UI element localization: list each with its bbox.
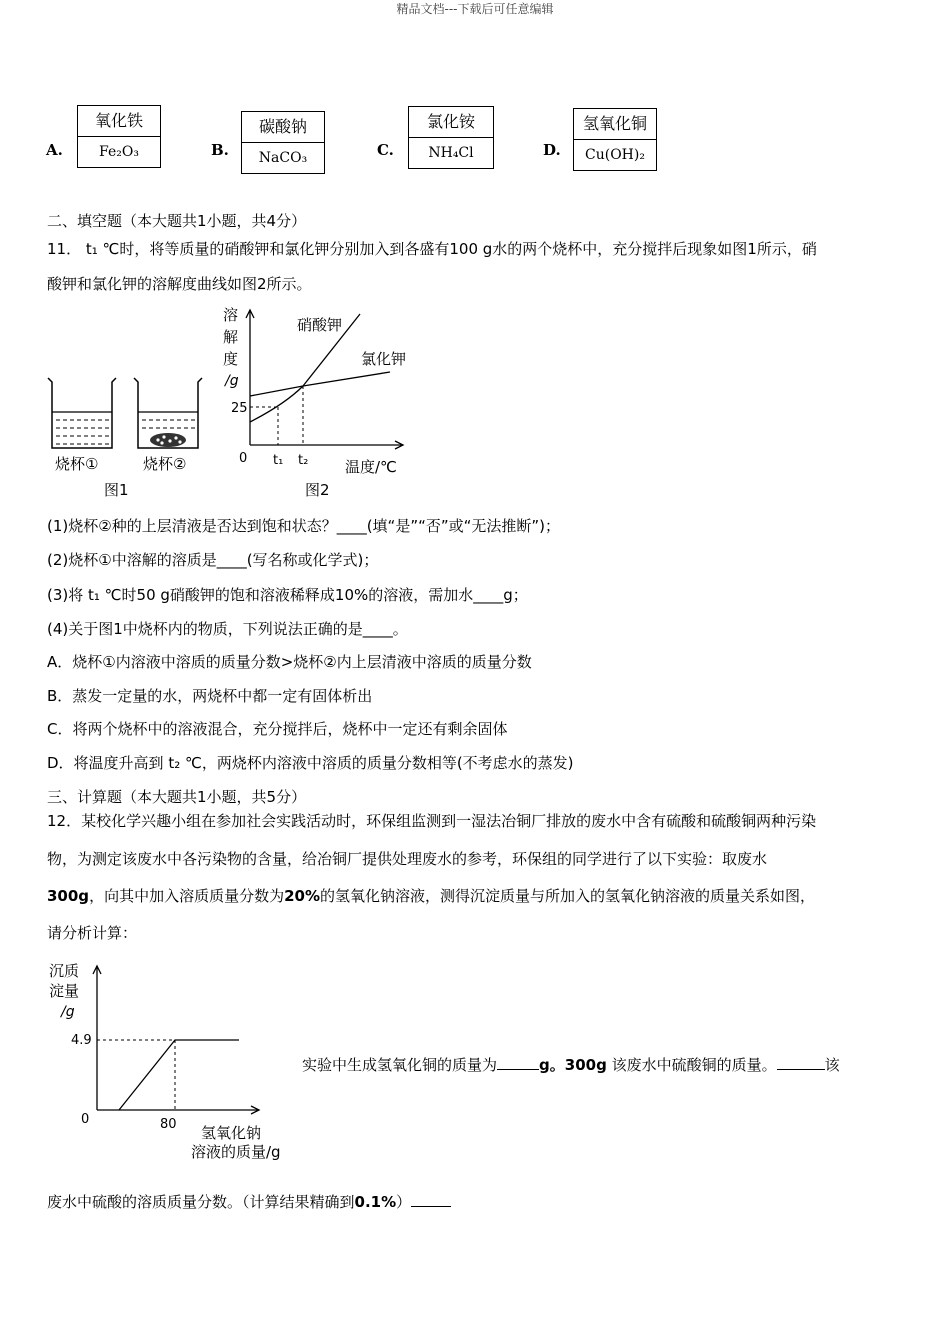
option-c-formula: NH₄Cl — [428, 145, 474, 161]
q11-choice-b: B．蒸发一定量的水，两烧杯中都一定有固体析出 — [47, 687, 373, 705]
fig2-y-tick: 25 — [231, 401, 248, 416]
q12-last-b: 0.1% — [354, 1193, 397, 1211]
q12-ylabel-line1: 沉质 — [49, 962, 80, 980]
q12-line4: 请分析计算： — [47, 924, 138, 942]
option-d-label — [573, 108, 657, 171]
q12-last-a: 废水中硫酸的溶质质量分数。（计算结果精确到 — [47, 1193, 355, 1211]
fig2-ylabel-4: /g — [225, 373, 239, 389]
q12-origin: 0 — [81, 1112, 90, 1127]
option-b-letter: B. — [211, 141, 229, 159]
option-a-label — [77, 105, 161, 168]
q12-line1: 12．某校化学兴趣小组在参加社会实践活动时，环保组监测到一湿法冶铜厂排放的废水中含有硫酸和硫酸铜两种污染 — [47, 812, 817, 830]
q12-xlabel-line2: 溶液的质量/g — [191, 1143, 281, 1161]
section3-title: 三、计算题（本大题共1小题，共5分） — [47, 788, 307, 806]
option-a-letter: A. — [46, 141, 63, 159]
q11-choice-a: A．烧杯①内溶液中溶质的质量分数>烧杯②内上层清液中溶质的质量分数 — [47, 653, 532, 671]
q11-line2: 酸钾和氯化钾的溶解度曲线如图2所示。 — [47, 275, 312, 293]
q12-last-line — [47, 1191, 451, 1212]
q12-line3-percent: 20% — [284, 887, 320, 905]
fig2-xlabel: 温度/℃ — [345, 458, 397, 476]
fig2-x-tick2: t₂ — [298, 453, 309, 468]
q12-side-c: 300g — [564, 1056, 607, 1074]
q12-side-e: 该 — [824, 1056, 840, 1074]
q12-xlabel-line1: 氢氧化钠 — [201, 1124, 262, 1142]
option-c-label — [408, 106, 494, 169]
page-header: 精品文档---下载后可任意编辑 — [396, 2, 554, 16]
option-b-label — [241, 111, 325, 174]
option-c-name: 氯化铵 — [409, 107, 493, 138]
fig2-ylabel-2: 解 — [223, 328, 239, 346]
option-b-formula: NaCO₃ — [258, 150, 308, 166]
option-c-letter: C. — [377, 141, 394, 159]
fig2-x-tick1: t₁ — [273, 453, 284, 468]
option-d-name: 氢氧化铜 — [574, 109, 656, 140]
q12-y-tick: 4.9 — [71, 1033, 92, 1048]
q11-sub2: (2)烧杯①中溶解的溶质是____(写名称或化学式)； — [47, 551, 379, 569]
q12-side-d: 该废水中硫酸铜的质量。 — [606, 1056, 777, 1074]
q12-blank-1 — [497, 1055, 539, 1070]
figure1-beakers — [40, 370, 210, 505]
option-b-name: 碳酸钠 — [242, 112, 324, 143]
q12-precipitate-line — [119, 1040, 239, 1110]
q11-sub1: (1)烧杯②种的上层清液是否达到饱和状态？____(填“是”“否”或“无法推断”)； — [47, 517, 561, 535]
q12-side-b: g。 — [539, 1056, 565, 1074]
option-a-formula: Fe₂O₃ — [99, 144, 139, 160]
q12-line3-mass: 300g — [47, 887, 90, 905]
q12-blank-3 — [411, 1192, 451, 1207]
q12-x-tick: 80 — [160, 1117, 177, 1132]
q11-choice-d: D．将温度升高到 t₂ ℃，两烧杯内溶液中溶质的质量分数相等(不考虑水的蒸发) — [47, 754, 574, 772]
q12-precipitate-chart — [45, 958, 295, 1168]
figure2-caption: 图2 — [305, 481, 330, 499]
q12-line3-text1: ，向其中加入溶质质量分数为 — [89, 887, 285, 905]
beaker2-label: 烧杯② — [143, 455, 187, 473]
option-d-letter: D. — [543, 141, 561, 159]
option-d-formula: Cu(OH)₂ — [585, 147, 645, 163]
beaker1 — [48, 378, 116, 448]
fig2-curve2-label: 氯化钾 — [361, 350, 407, 368]
figure1-caption: 图1 — [104, 481, 129, 499]
fig2-origin: 0 — [239, 451, 248, 466]
q12-line3 — [47, 885, 815, 906]
fig2-ylabel-1: 溶 — [223, 306, 239, 324]
option-a-name: 氧化铁 — [78, 106, 160, 137]
q12-side-text — [302, 1054, 840, 1075]
fig2-ylabel-3: 度 — [223, 350, 239, 368]
q12-ylabel-line2: 淀量 — [49, 982, 80, 1000]
q12-blank-2 — [777, 1055, 825, 1070]
fig2-curve1-label: 硝酸钾 — [297, 316, 343, 334]
beaker2-precipitate — [150, 433, 186, 447]
section2-title: 二、填空题（本大题共1小题，共4分） — [47, 212, 307, 230]
q12-last-c: ） — [396, 1193, 412, 1211]
fig2-curve-kcl — [250, 372, 390, 396]
beaker2 — [134, 378, 202, 448]
beaker1-label: 烧杯① — [55, 455, 99, 473]
figure2-solubility-chart — [215, 300, 415, 505]
q12-side-a: 实验中生成氢氧化铜的质量为 — [302, 1056, 498, 1074]
q11-line1: 11． t₁ ℃时，将等质量的硝酸钾和氯化钾分别加入到各盛有100 g水的两个烧杯中，充分搅拌后现象如图1所示，硝 — [47, 240, 817, 258]
q12-ylabel-line3: /g — [61, 1004, 75, 1020]
q12-line3-text2: 的氢氧化钠溶液，测得沉淀质量与所加入的氢氧化钠溶液的质量关系如图， — [319, 887, 815, 905]
q11-sub3: (3)将 t₁ ℃时50 g硝酸钾的饱和溶液稀释成10%的溶液，需加水____g； — [47, 586, 528, 604]
q12-line2: 物，为测定该废水中各污染物的含量，给冶铜厂提供处理废水的参考，环保组的同学进行了以下实验：取废水 — [47, 850, 768, 868]
q11-choice-c: C．将两个烧杯中的溶液混合，充分搅拌后，烧杯中一定还有剩余固体 — [47, 720, 508, 738]
q11-sub4: (4)关于图1中烧杯内的物质，下列说法正确的是____。 — [47, 620, 408, 638]
